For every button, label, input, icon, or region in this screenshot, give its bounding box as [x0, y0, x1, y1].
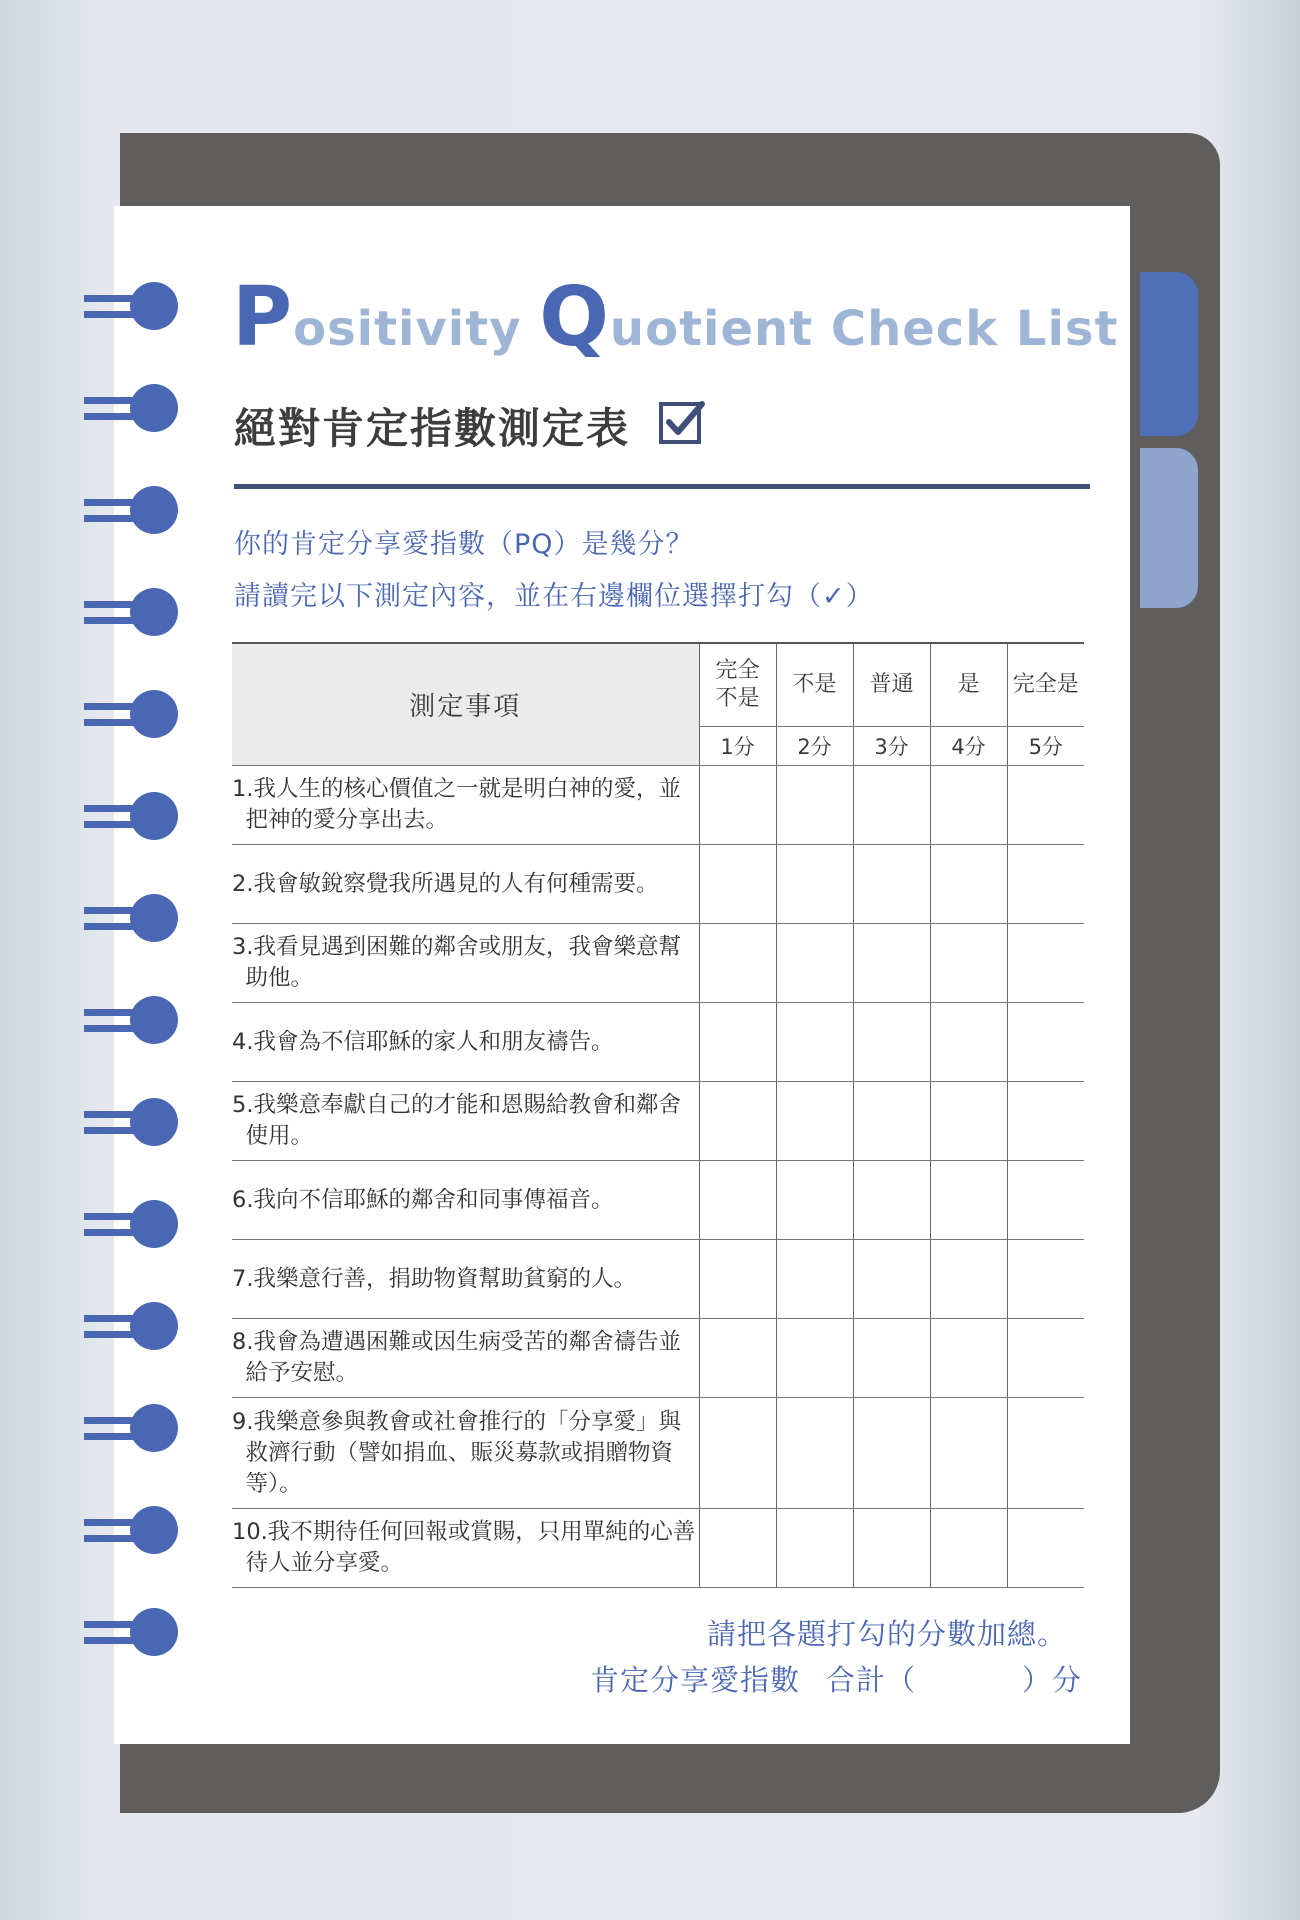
check-cell-score-1[interactable] — [699, 924, 776, 1003]
title-chinese: 絕對肯定指數測定表 — [234, 404, 631, 453]
item-statement — [232, 766, 699, 845]
ring-hole — [130, 1200, 178, 1248]
check-cell-score-5[interactable] — [1007, 924, 1084, 1003]
check-cell-score-1[interactable] — [699, 1161, 776, 1240]
table-row — [232, 845, 1084, 924]
check-cell-score-4[interactable] — [930, 1003, 1007, 1082]
summary-instruction: 請把各題打勾的分數加總。 — [707, 1617, 1068, 1651]
intro-instruction: 請讀完以下測定內容，並在右邊欄位選擇打勾（✓） — [234, 581, 874, 612]
item-text: 9.我樂意參與教會或社會推行的「分享愛」與救濟行動（譬如捐血、賑災募款或捐贈物資等）。 — [232, 1408, 681, 1497]
item-text: 3.我看見遇到困難的鄰舍或朋友，我會樂意幫助他。 — [232, 934, 681, 991]
ring-hole — [130, 1098, 178, 1146]
spiral-ring — [84, 1098, 184, 1148]
ring-hole — [130, 384, 178, 432]
check-cell-score-2[interactable] — [776, 1509, 853, 1588]
checkbox-checked-icon — [658, 398, 706, 446]
item-text: 5.我樂意奉獻自己的才能和恩賜給教會和鄰舍使用。 — [232, 1092, 681, 1149]
check-cell-score-5[interactable] — [1007, 1509, 1084, 1588]
table-row — [232, 766, 1084, 845]
table-row — [232, 1319, 1084, 1398]
table-row — [232, 924, 1084, 1003]
item-statement — [232, 1161, 699, 1240]
spiral-ring — [84, 1506, 184, 1556]
check-cell-score-5[interactable] — [1007, 766, 1084, 845]
check-cell-score-4[interactable] — [930, 1509, 1007, 1588]
header-score-3: 3分 — [853, 727, 930, 766]
item-text: 1.我人生的核心價值之一就是明白神的愛，並把神的愛分享出去。 — [232, 776, 681, 833]
check-cell-score-4[interactable] — [930, 1240, 1007, 1319]
check-cell-score-1[interactable] — [699, 1398, 776, 1509]
header-score-5: 5分 — [1007, 727, 1084, 766]
check-cell-score-2[interactable] — [776, 1161, 853, 1240]
index-tab-light-blue — [1140, 448, 1198, 608]
header-option-5: 完全是 — [1007, 643, 1084, 727]
check-cell-score-5[interactable] — [1007, 1319, 1084, 1398]
ring-hole — [130, 792, 178, 840]
item-text: 4.我會為不信耶穌的家人和朋友禱告。 — [232, 1028, 614, 1055]
item-text: 6.我向不信耶穌的鄰舍和同事傳福音。 — [232, 1186, 614, 1213]
header-score-4: 4分 — [930, 727, 1007, 766]
check-cell-score-3[interactable] — [853, 1240, 930, 1319]
title-initial-p: P — [232, 270, 294, 365]
table-row — [232, 1509, 1084, 1588]
intro-question: 你的肯定分享愛指數（PQ）是幾分？ — [234, 529, 694, 560]
spiral-ring — [84, 1302, 184, 1352]
check-cell-score-5[interactable] — [1007, 1240, 1084, 1319]
check-cell-score-1[interactable] — [699, 1003, 776, 1082]
spiral-ring — [84, 690, 184, 740]
check-cell-score-3[interactable] — [853, 1161, 930, 1240]
table-row — [232, 1161, 1084, 1240]
check-cell-score-3[interactable] — [853, 1398, 930, 1509]
header-option-1: 完全 不是 — [699, 643, 776, 727]
check-cell-score-2[interactable] — [776, 1082, 853, 1161]
pq-checklist-table — [232, 642, 1084, 1588]
item-statement — [232, 1240, 699, 1319]
check-cell-score-2[interactable] — [776, 1003, 853, 1082]
item-statement — [232, 1082, 699, 1161]
item-text: 7.我樂意行善，捐助物資幫助貧窮的人。 — [232, 1265, 636, 1292]
ring-hole — [130, 1302, 178, 1350]
item-statement — [232, 1003, 699, 1082]
check-cell-score-4[interactable] — [930, 766, 1007, 845]
ring-hole — [130, 1404, 178, 1452]
ring-hole — [130, 996, 178, 1044]
check-cell-score-5[interactable] — [1007, 1003, 1084, 1082]
header-score-1: 1分 — [699, 727, 776, 766]
check-cell-score-3[interactable] — [853, 1509, 930, 1588]
check-cell-score-3[interactable] — [853, 1003, 930, 1082]
check-cell-score-2[interactable] — [776, 1319, 853, 1398]
check-cell-score-1[interactable] — [699, 1319, 776, 1398]
item-statement — [232, 845, 699, 924]
spiral-ring — [84, 588, 184, 638]
check-cell-score-4[interactable] — [930, 1398, 1007, 1509]
item-text: 8.我會為遭遇困難或因生病受苦的鄰舍禱告並給予安慰。 — [232, 1329, 681, 1386]
check-cell-score-2[interactable] — [776, 766, 853, 845]
title-word-positivity: ositivity — [293, 301, 540, 357]
spiral-ring — [84, 1200, 184, 1250]
item-statement — [232, 1509, 699, 1588]
spiral-ring — [84, 996, 184, 1046]
ring-hole — [130, 588, 178, 636]
spiral-ring — [84, 384, 184, 434]
summary-total-suffix: ）分 — [1022, 1663, 1083, 1697]
spiral-ring — [84, 486, 184, 536]
ring-hole — [130, 1608, 178, 1656]
check-cell-score-1[interactable] — [699, 766, 776, 845]
check-cell-score-4[interactable] — [930, 1161, 1007, 1240]
table-row — [232, 1240, 1084, 1319]
header-item-column: 測定事項 — [232, 643, 699, 766]
check-cell-score-4[interactable] — [930, 1082, 1007, 1161]
title-english — [232, 270, 1118, 365]
table-row — [232, 1398, 1084, 1509]
check-cell-score-2[interactable] — [776, 1240, 853, 1319]
check-cell-score-1[interactable] — [699, 1082, 776, 1161]
check-cell-score-4[interactable] — [930, 1319, 1007, 1398]
title-divider — [234, 484, 1090, 489]
item-text: 2.我會敏銳察覺我所遇見的人有何種需要。 — [232, 870, 659, 897]
check-cell-score-3[interactable] — [853, 1319, 930, 1398]
check-cell-score-1[interactable] — [699, 1509, 776, 1588]
table-row — [232, 1003, 1084, 1082]
title-word-quotient: uotient Check List — [609, 301, 1119, 357]
check-cell-score-3[interactable] — [853, 924, 930, 1003]
item-statement — [232, 1319, 699, 1398]
ring-hole — [130, 690, 178, 738]
check-cell-score-1[interactable] — [699, 845, 776, 924]
ring-hole — [130, 486, 178, 534]
spiral-ring — [84, 1608, 184, 1658]
header-option-4: 是 — [930, 643, 1007, 727]
check-cell-score-2[interactable] — [776, 1398, 853, 1509]
checklist-items — [232, 766, 1084, 1588]
check-cell-score-4[interactable] — [930, 924, 1007, 1003]
check-cell-score-3[interactable] — [853, 766, 930, 845]
header-score-2: 2分 — [776, 727, 853, 766]
summary-total — [590, 1658, 1082, 1699]
spiral-ring — [84, 894, 184, 944]
check-cell-score-3[interactable] — [853, 1082, 930, 1161]
header-options-row — [232, 643, 1084, 727]
check-cell-score-2[interactable] — [776, 924, 853, 1003]
title-initial-q: Q — [539, 270, 610, 365]
check-cell-score-2[interactable] — [776, 845, 853, 924]
ring-hole — [130, 894, 178, 942]
spiral-ring — [84, 792, 184, 842]
index-tab-blue — [1140, 272, 1198, 436]
ring-hole — [130, 282, 178, 330]
spiral-ring — [84, 282, 184, 332]
item-text: 10.我不期待任何回報或賞賜，只用單純的心善待人並分享愛。 — [232, 1519, 696, 1576]
check-cell-score-5[interactable] — [1007, 1082, 1084, 1161]
summary-total-label: 肯定分享愛指數 — [590, 1663, 801, 1697]
item-statement — [232, 924, 699, 1003]
check-cell-score-5[interactable] — [1007, 845, 1084, 924]
header-option-3: 普通 — [853, 643, 930, 727]
check-cell-score-4[interactable] — [930, 845, 1007, 924]
check-cell-score-1[interactable] — [699, 1240, 776, 1319]
check-cell-score-5[interactable] — [1007, 1398, 1084, 1509]
check-cell-score-3[interactable] — [853, 845, 930, 924]
summary-total-prefix: 合計（ — [826, 1663, 917, 1697]
header-option-2: 不是 — [776, 643, 853, 727]
table-row — [232, 1082, 1084, 1161]
check-cell-score-5[interactable] — [1007, 1161, 1084, 1240]
item-statement — [232, 1398, 699, 1509]
spiral-ring — [84, 1404, 184, 1454]
ring-hole — [130, 1506, 178, 1554]
